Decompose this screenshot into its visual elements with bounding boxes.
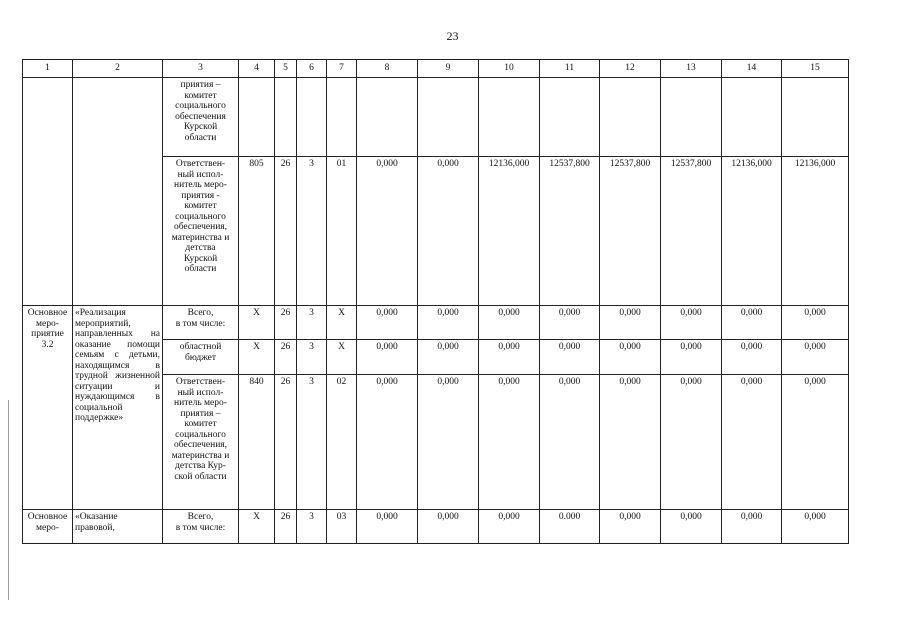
cell-executor: Всего, в том числе: — [163, 306, 239, 340]
page-number: 23 — [446, 29, 459, 43]
scan-margin-line — [8, 400, 9, 600]
cell-value: Х — [239, 340, 275, 375]
header-cell: 13 — [661, 60, 722, 78]
cell-event-title: «Оказание правовой, — [73, 510, 163, 544]
cell-value: 12537,800 — [600, 157, 661, 306]
cell-executor: Всего, в том числе: — [163, 510, 239, 544]
cell-value — [540, 78, 600, 157]
header-cell: 2 — [73, 60, 163, 78]
header-cell: 14 — [722, 60, 782, 78]
cell-main-event — [23, 78, 73, 306]
cell-value: 3 — [297, 157, 327, 306]
cell-value: 0.000 — [540, 510, 600, 544]
cell-value: 0,000 — [418, 510, 479, 544]
cell-executor: областной бюджет — [163, 340, 239, 375]
header-cell: 10 — [479, 60, 540, 78]
cell-main-event: Основное меро- приятие 3.2 — [23, 306, 73, 510]
cell-event-title: «Реализация мероприятий, направленных на оказание помощи семьям с детьми, находящимся в трудной жизненной ситуации и нуждающимся в социальной поддержке» — [73, 306, 163, 510]
cell-value: 0,000 — [357, 340, 418, 375]
cell-value: 0,000 — [661, 375, 722, 510]
cell-value: 840 — [239, 375, 275, 510]
cell-value: 12537,800 — [661, 157, 722, 306]
cell-executor: Ответствен- ный испол- нитель меро- приятия - комитет социального обеспечения, материнства и детства Курской области — [163, 157, 239, 306]
cell-value — [782, 78, 849, 157]
cell-value: 0,000 — [600, 510, 661, 544]
header-cell: 11 — [540, 60, 600, 78]
cell-value: 3 — [297, 306, 327, 340]
cell-value: 01 — [327, 157, 357, 306]
cell-value: 03 — [327, 510, 357, 544]
cell-value — [297, 78, 327, 157]
table-row — [23, 306, 849, 340]
cell-value: 0,000 — [418, 157, 479, 306]
cell-executor: приятия – комитет социального обеспечения Курской области — [163, 78, 239, 157]
header-cell: 8 — [357, 60, 418, 78]
cell-value: 0,000 — [357, 375, 418, 510]
header-cell: 3 — [163, 60, 239, 78]
cell-value: 0,000 — [722, 306, 782, 340]
cell-value: 0,000 — [782, 510, 849, 544]
cell-value: 0,000 — [600, 340, 661, 375]
cell-value — [239, 78, 275, 157]
header-cell: 15 — [782, 60, 849, 78]
cell-value: 3 — [297, 510, 327, 544]
cell-value — [327, 78, 357, 157]
cell-value: 26 — [275, 510, 297, 544]
cell-value — [600, 78, 661, 157]
cell-value: Х — [327, 340, 357, 375]
cell-value: 0,000 — [722, 510, 782, 544]
header-cell: 12 — [600, 60, 661, 78]
cell-event-title — [73, 78, 163, 306]
cell-value: 0,000 — [357, 157, 418, 306]
cell-value: 02 — [327, 375, 357, 510]
cell-value: 0,000 — [661, 340, 722, 375]
cell-value: 0,000 — [479, 510, 540, 544]
header-cell: 5 — [275, 60, 297, 78]
cell-value — [275, 78, 297, 157]
cell-value: 0,000 — [418, 340, 479, 375]
header-row — [23, 60, 849, 78]
cell-value: 26 — [275, 375, 297, 510]
cell-main-event: Основное меро- — [23, 510, 73, 544]
cell-value: 26 — [275, 157, 297, 306]
header-cell: 4 — [239, 60, 275, 78]
cell-value — [357, 78, 418, 157]
data-table — [22, 59, 849, 544]
cell-value: 26 — [275, 340, 297, 375]
cell-value: 0,000 — [479, 375, 540, 510]
cell-value — [479, 78, 540, 157]
cell-value: 3 — [297, 375, 327, 510]
cell-value: 12136,000 — [479, 157, 540, 306]
cell-value: Х — [239, 510, 275, 544]
header-cell: 9 — [418, 60, 479, 78]
cell-value: 0,000 — [782, 306, 849, 340]
cell-value: Х — [327, 306, 357, 340]
cell-value: 0,000 — [418, 306, 479, 340]
cell-value — [661, 78, 722, 157]
table-row — [23, 78, 849, 157]
cell-value — [418, 78, 479, 157]
table-row — [23, 510, 849, 544]
cell-value: 12136,000 — [722, 157, 782, 306]
header-cell: 1 — [23, 60, 73, 78]
cell-value: 0,000 — [722, 340, 782, 375]
cell-value: 0,000 — [722, 375, 782, 510]
cell-value: 0,000 — [357, 306, 418, 340]
cell-value: 3 — [297, 340, 327, 375]
cell-executor: Ответствен- ный испол- нитель меро- приятия – комитет социального обеспечения, материнства и детства Кур- ской области — [163, 375, 239, 510]
cell-value: 0,000 — [418, 375, 479, 510]
cell-value: 0,000 — [540, 306, 600, 340]
cell-value: 0,000 — [782, 340, 849, 375]
header-cell: 7 — [327, 60, 357, 78]
cell-value: 0,000 — [782, 375, 849, 510]
cell-value: 805 — [239, 157, 275, 306]
cell-value: 0,000 — [540, 340, 600, 375]
cell-value: 0,000 — [479, 340, 540, 375]
cell-value: 0,000 — [661, 510, 722, 544]
header-cell: 6 — [297, 60, 327, 78]
cell-value — [722, 78, 782, 157]
cell-value: 12136,000 — [782, 157, 849, 306]
cell-value: 0,000 — [540, 375, 600, 510]
cell-value: 0,000 — [479, 306, 540, 340]
cell-value: 0,000 — [600, 306, 661, 340]
cell-value: 0,000 — [357, 510, 418, 544]
cell-value: 0,000 — [661, 306, 722, 340]
cell-value: Х — [239, 306, 275, 340]
cell-value: 26 — [275, 306, 297, 340]
cell-value: 12537,800 — [540, 157, 600, 306]
cell-value: 0,000 — [600, 375, 661, 510]
